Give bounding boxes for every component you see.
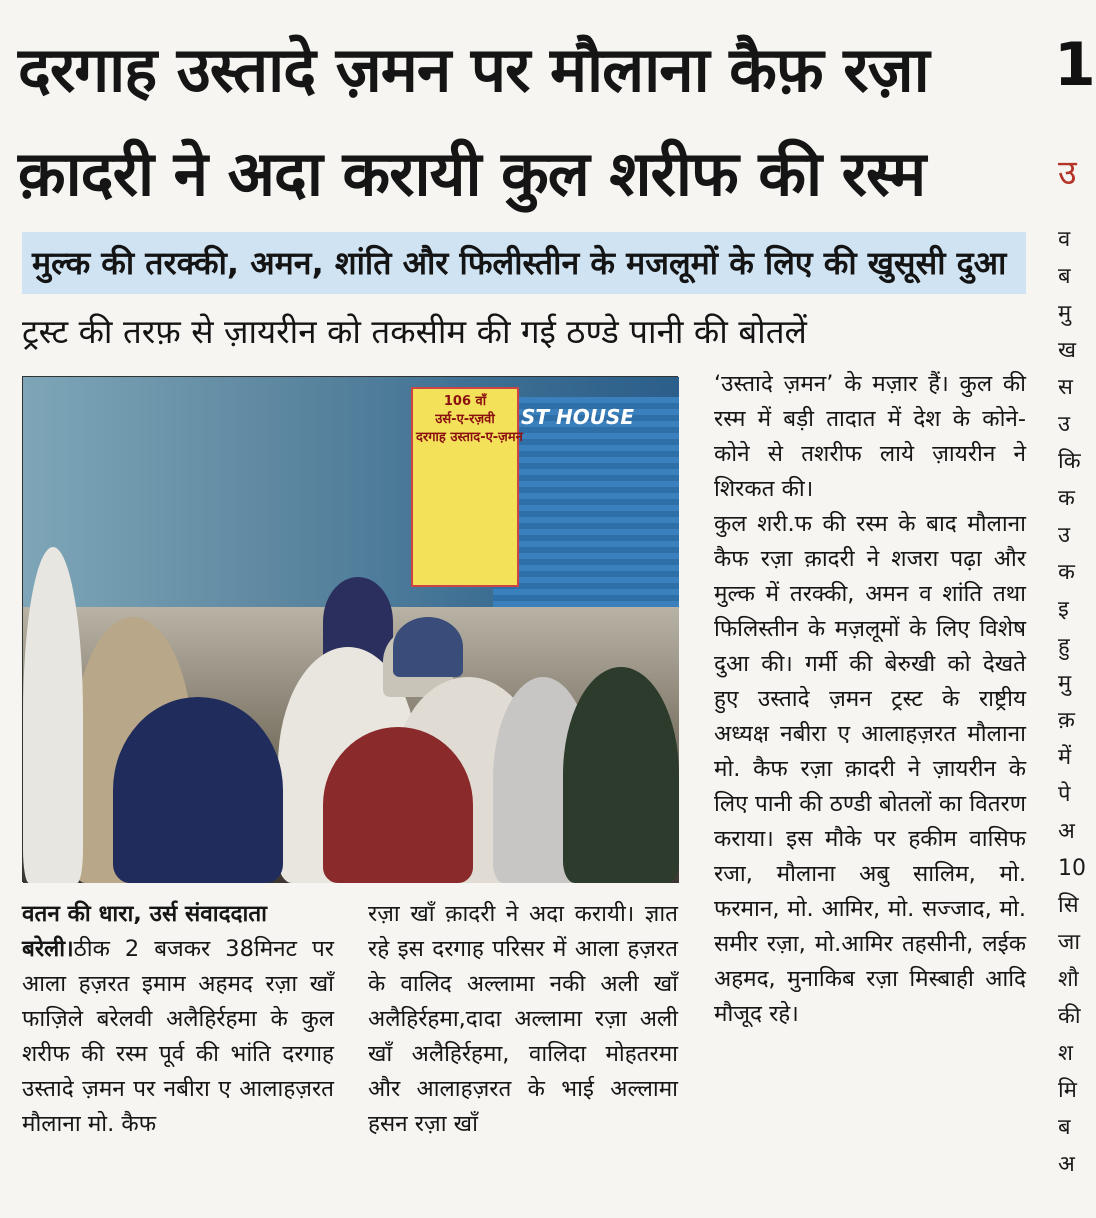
adjacent-text-fragment: उ xyxy=(1058,412,1071,437)
article-text: ‘उस्तादे ज़मन’ के मज़ार हैं। कुल की रस्म में बड़ी तादात में देश के कोने-कोने से तशरीफ लाये ज़ायरीन ने शिरकत की। xyxy=(714,371,1026,502)
adjacent-text-fragment: उ xyxy=(1058,523,1071,548)
adjacent-text-fragment: व xyxy=(1058,227,1071,252)
adjacent-text-fragment: जा xyxy=(1058,930,1081,955)
person-figure xyxy=(113,697,283,883)
banner-line: दरगाह उस्ताद-ए-ज़मन xyxy=(416,430,523,445)
adjacent-text-fragment: मु xyxy=(1058,301,1072,326)
adjacent-text-fragment: ख xyxy=(1058,338,1076,363)
adjacent-text-fragment: श xyxy=(1058,1041,1073,1066)
adjacent-text-fragment: मि xyxy=(1058,1078,1077,1103)
adjacent-text-fragment: क xyxy=(1058,486,1075,511)
adjacent-text-fragment: क़ xyxy=(1058,708,1075,733)
person-figure xyxy=(23,547,83,883)
person-figure xyxy=(563,667,679,883)
adjacent-text-fragment: 10 xyxy=(1058,856,1086,881)
headline-line-1: दरगाह उस्तादे ज़मन पर मौलाना कैफ़ रज़ा xyxy=(18,33,929,106)
dateline: बरेली। xyxy=(22,936,74,962)
adjacent-text-fragment: ब xyxy=(1058,1115,1071,1140)
adjacent-text-fragment: क xyxy=(1058,560,1075,585)
article-text: कुल शरी.फ की रस्म के बाद मौलाना कैफ रज़ा क़ादरी ने शजरा पढ़ा और मुल्क में तरक्की, अमन व शांति तथा फिलिस्तीन के मज़लूमों के लिए विशेष दुआ की। गर्मी की बेरुखी को देखते हुए उस्तादे ज़मन ट्रस्ट के राष्ट्रीय अध्यक्ष नबीरा ए आलाहज़रत मौलाना मो. कैफ रज़ा क़ादरी ने ज़ायरीन के लिए पानी की ठण्डी बोतलों का वितरण कराया। इस मौके पर हकीम वासिफ रजा, मौलाना अबु सालिम, मो. फरमान, मो. आमिर, मो. सज्जाद, मो. समीर रज़ा, मो.आमिर तहसीनी, लईक अहमद, मुनाकिब रज़ा मिस्बाही आदि मौजूद रहे। xyxy=(714,511,1026,1027)
adjacent-text-fragment: सि xyxy=(1058,893,1079,918)
headline-line-2: क़ादरी ने अदा करायी कुल शरीफ की रस्म xyxy=(18,137,926,210)
subheadline-secondary: ट्रस्ट की तरफ़ से ज़ायरीन को तकसीम की गई ठण्डे पानी की बोतलें xyxy=(22,312,807,351)
adjacent-text-fragment: इ xyxy=(1058,597,1069,622)
person-figure xyxy=(393,617,463,677)
news-photo xyxy=(22,376,678,882)
photo-urs-banner xyxy=(411,387,523,587)
subheadline-highlighted: मुल्क की तरक्की, अमन, शांति और फिलीस्तीन के मजलूमों के लिए की खुसूसी दुआ xyxy=(22,232,1026,294)
adjacent-text-fragment: स xyxy=(1058,375,1073,400)
adjacent-text-fragment: मु xyxy=(1058,671,1072,696)
adjacent-text-fragment: पे xyxy=(1058,782,1071,807)
adjacent-text-fragment: की xyxy=(1058,1004,1081,1029)
adjacent-text-fragment: अ xyxy=(1058,1152,1075,1177)
adjacent-text-fragment: कि xyxy=(1058,449,1081,474)
article-column-3 xyxy=(714,367,1026,1032)
article-column-2 xyxy=(368,897,678,1142)
article-text: ठीक 2 बजकर 38मिनट पर आला हज़रत इमाम अहमद रज़ा खाँ फाज़िले बरेलवी अलैहिर्रहमा के कुल शरीफ की रस्म पूर्व की भांति दरगाह उस्तादे ज़मन पर नबीरा ए आलाहज़रत मौलाना मो. कैफ xyxy=(22,936,334,1137)
article-column-1 xyxy=(22,897,334,1142)
person-figure xyxy=(323,727,473,883)
adjacent-text-fragment: में xyxy=(1058,745,1072,770)
adjacent-headline-fragment: 1 xyxy=(1054,30,1096,100)
adjacent-article-edge xyxy=(1046,0,1096,1218)
banner-line: 106 वाँ xyxy=(443,394,487,409)
adjacent-text-fragment: ब xyxy=(1058,264,1071,289)
photo-guest-house-sign: ST HOUSE xyxy=(521,405,635,429)
adjacent-text-fragment: शौ xyxy=(1058,967,1079,992)
adjacent-subhead-fragment: उ xyxy=(1058,153,1077,193)
adjacent-text-fragment: हु xyxy=(1058,634,1070,659)
headline xyxy=(18,18,1043,226)
article-text: रज़ा खाँ क़ादरी ने अदा करायी। ज्ञात रहे इस दरगाह परिसर में आला हज़रत के वालिद अल्लामा नकी अली खाँ अलैहिर्रहमा,दादा अल्लामा रज़ा अली खाँ अलैहिर्रहमा, वालिदा मोहतरमा और आलाहज़रत के भाई अल्लामा हसन रज़ा खाँ xyxy=(368,901,678,1137)
byline: वतन की धारा, उर्स संवाददाता xyxy=(22,901,267,927)
banner-line: उर्स-ए-रज़वी xyxy=(435,412,495,427)
adjacent-text-fragment: अ xyxy=(1058,819,1075,844)
